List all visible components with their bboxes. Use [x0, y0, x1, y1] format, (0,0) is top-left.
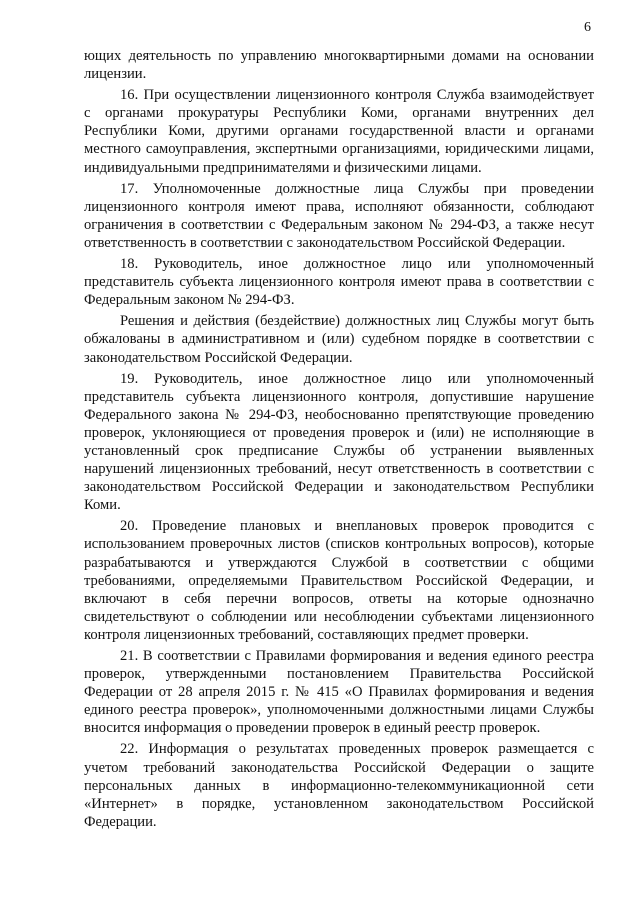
page-number: 6: [584, 20, 591, 35]
paragraph-continuation: ющих деятельность по управлению многоквартирными домами на основании лицензии.: [84, 48, 594, 83]
paragraph-20: 20. Проведение плановых и внеплановых проверок проводится с использованием проверочных листов (списков контрольных вопросов), которые разрабатываются и утверждаются Службой в соответствии с общими требованиями, определяемыми Правительством Российской Федерации, и включают в себя перечни вопросов, ответы на которые однозначно свидетельствуют о соблюдении или несоблюдении субъектами лицензионного контроля лицензионных требований, составляющих предмет проверки.: [84, 518, 594, 643]
paragraph-16: 16. При осуществлении лицензионного контроля Служба взаимодействует с органами прокуратуры Республики Коми, органами внутренних дел Республики Коми, другими органами государственной власти и органами местного самоуправления, экспертными организациями, юридическими лицами, индивидуальными предпринимателями и физическими лицами.: [84, 87, 594, 176]
paragraph-22: 22. Информация о результатах проведенных проверок размещается с учетом требований законодательства Российской Федерации о защите персональных данных в информационно-телекоммуникационной сети «Интернет» в порядке, установленном законодательством Российской Федерации.: [84, 741, 594, 830]
paragraph-21: 21. В соответствии с Правилами формирования и ведения единого реестра проверок, утвержденными постановлением Правительства Российской Федерации от 28 апреля 2015 г. № 415 «О Правилах формирования и ведения единого реестра проверок», уполномоченными должностными лицами Службы вносится информация о проведении проверок в единый реестр проверок.: [84, 648, 594, 737]
paragraph-17: 17. Уполномоченные должностные лица Службы при проведении лицензионного контроля имеют права, исполняют обязанности, соблюдают ограничения в соответствии с Федеральным законом № 294-ФЗ, а также несут ответственность в соответствии с законодательством Российской Федерации.: [84, 180, 594, 251]
document-body: [84, 47, 594, 834]
paragraph-18-appeal: Решения и действия (бездействие) должностных лиц Службы могут быть обжалованы в административном и (или) судебном порядке в соответствии с законодательством Российской Федерации.: [84, 313, 594, 366]
paragraph-18: 18. Руководитель, иное должностное лицо или уполномоченный представитель субъекта лицензионного контроля имеют права в соответствии с Федеральным законом № 294-ФЗ.: [84, 256, 594, 309]
paragraph-19: 19. Руководитель, иное должностное лицо или уполномоченный представитель субъекта лицензионного контроля, допустившие нарушение Федерального закона № 294-ФЗ, необоснованно препятствующие проведению проверок, уклоняющиеся от проведения проверок и (или) не исполняющие в установленный срок предписание Службы об устранении выявленных нарушений лицензионных требований, несут ответственность в соответствии с законодательством Российской Федерации и законодательством Республики Коми.: [84, 370, 594, 514]
